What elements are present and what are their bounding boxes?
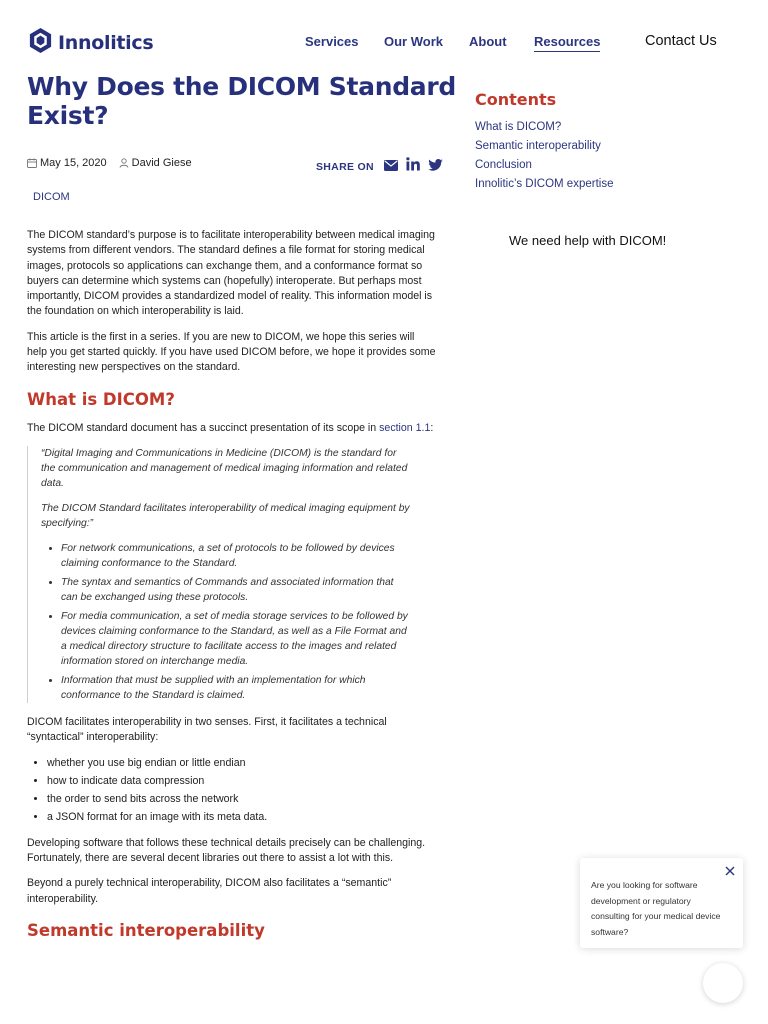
syntactic-list bbox=[27, 756, 437, 826]
scope-paragraph: The DICOM standard document has a succinct presentation of its scope in section 1.1: bbox=[27, 421, 434, 434]
tag-dicom[interactable]: DICOM bbox=[33, 191, 70, 203]
scope-quote: “Digital Imaging and Communications in Medicine (DICOM) is the standard for the communication and management of medical imaging information and related data. The DICOM Standard facilitates interoperability of medical imaging equipment by specifying:” • For network communications, a set of protocols to be followed by devices claiming conformance to the Standard. • The syntax and semantics of Commands and associated information that can be exchanged using these protocols. • For media communication, a set of media storage services to be followed by devices claiming conformance to the Standard, as well as a File Format and a medical directory structure to facilitate access to the images and related information stored on interchange media. • Information that must be supplied with an implementation for which conformance to the Standard is claimed. bbox=[27, 446, 411, 703]
semantic-intro-paragraph: Beyond a purely technical interoperability, DICOM also facilitates a “semantic” interoperability. bbox=[27, 877, 392, 905]
list-item: • For media communication, a set of media storage services to be followed by devices claiming conformance to the Standard, as well as a File Format and a medical directory structure to facilitate access to the images and related information stored on interchange media. bbox=[61, 609, 411, 669]
article-date: May 15, 2020 bbox=[40, 157, 107, 169]
innolitics-logo-icon bbox=[27, 27, 54, 59]
nav-about[interactable]: About bbox=[469, 34, 507, 49]
section-1-1-link[interactable]: section 1.1 bbox=[379, 421, 431, 434]
toc-item-expertise[interactable]: Innolitic’s DICOM expertise bbox=[475, 178, 614, 190]
contact-us-link[interactable]: Contact Us bbox=[645, 33, 717, 49]
intro-paragraph: The DICOM standard’s purpose is to facilitate interoperability between medical imaging systems from different vendors. The standard defines a file format for storing medical images, protocols so applications can exchange them, and a conformance format so buyers can determine which systems can (hopefully) interoperate. But perhaps most importantly, DICOM provides a standardized model of reality. This information model is the foundation on which interoperability is laid. bbox=[27, 229, 435, 318]
series-paragraph: This article is the first in a series. If you are new to DICOM, we hope this series will help you get started quickly. If you have used DICOM before, we hope it provides some interesting new perspectives on the standard. bbox=[27, 330, 436, 374]
list-item: • whether you use big endian or little endian bbox=[47, 756, 437, 771]
article-author: David Giese bbox=[131, 157, 192, 169]
logo-text: Innolitics bbox=[58, 32, 154, 54]
popup-message: Are you looking for software development or regulatory consulting for your medical device software? bbox=[591, 880, 721, 937]
syntactic-paragraph: DICOM facilitates interoperability in two senses. First, it facilitates a technical “syntactical” interoperability: bbox=[27, 715, 387, 744]
toc-item-semantic[interactable]: Semantic interoperability bbox=[475, 140, 601, 152]
toc-item-what-is-dicom[interactable]: What is DICOM? bbox=[475, 121, 562, 133]
toc-item-conclusion[interactable]: Conclusion bbox=[475, 159, 532, 171]
twitter-icon[interactable] bbox=[428, 158, 443, 176]
linkedin-icon[interactable] bbox=[406, 157, 420, 176]
heading-what-is-dicom: What is DICOM? bbox=[27, 389, 175, 409]
user-icon bbox=[119, 158, 129, 168]
article-meta bbox=[27, 157, 192, 169]
list-item: • the order to send bits across the network bbox=[47, 792, 437, 807]
chat-launcher-button[interactable] bbox=[703, 963, 743, 1003]
close-icon[interactable] bbox=[724, 864, 736, 876]
page-title: Why Does the DICOM Standard Exist? bbox=[27, 72, 456, 130]
share-label: SHARE ON bbox=[316, 160, 374, 173]
article-body bbox=[27, 228, 437, 952]
consulting-popup bbox=[580, 858, 743, 948]
list-item: • a JSON format for an image with its meta data. bbox=[47, 810, 437, 825]
logo-link[interactable] bbox=[27, 27, 153, 59]
table-of-contents bbox=[475, 118, 613, 194]
email-icon[interactable] bbox=[384, 158, 398, 176]
list-item: • Information that must be supplied with an implementation for which conformance to the Standard is claimed. bbox=[61, 673, 411, 703]
share-bar bbox=[316, 157, 443, 176]
nav-resources[interactable]: Resources bbox=[534, 34, 600, 52]
nav-our-work[interactable]: Our Work bbox=[384, 34, 443, 49]
list-item: • For network communications, a set of protocols to be followed by devices claiming conformance to the Standard. bbox=[61, 541, 411, 571]
calendar-icon bbox=[27, 158, 37, 168]
toc-title: Contents bbox=[475, 90, 557, 109]
heading-semantic-interoperability: Semantic interoperability bbox=[27, 920, 265, 940]
list-item: • The syntax and semantics of Commands and associated information that can be exchanged using these protocols. bbox=[61, 575, 411, 605]
libraries-paragraph: Developing software that follows these technical details precisely can be challenging. Fortunately, there are several decent libraries out there to assist a lot with this. bbox=[27, 836, 426, 865]
dicom-help-cta[interactable]: We need help with DICOM! bbox=[509, 233, 667, 248]
nav-services[interactable]: Services bbox=[305, 34, 359, 49]
list-item: • how to indicate data compression bbox=[47, 774, 437, 789]
